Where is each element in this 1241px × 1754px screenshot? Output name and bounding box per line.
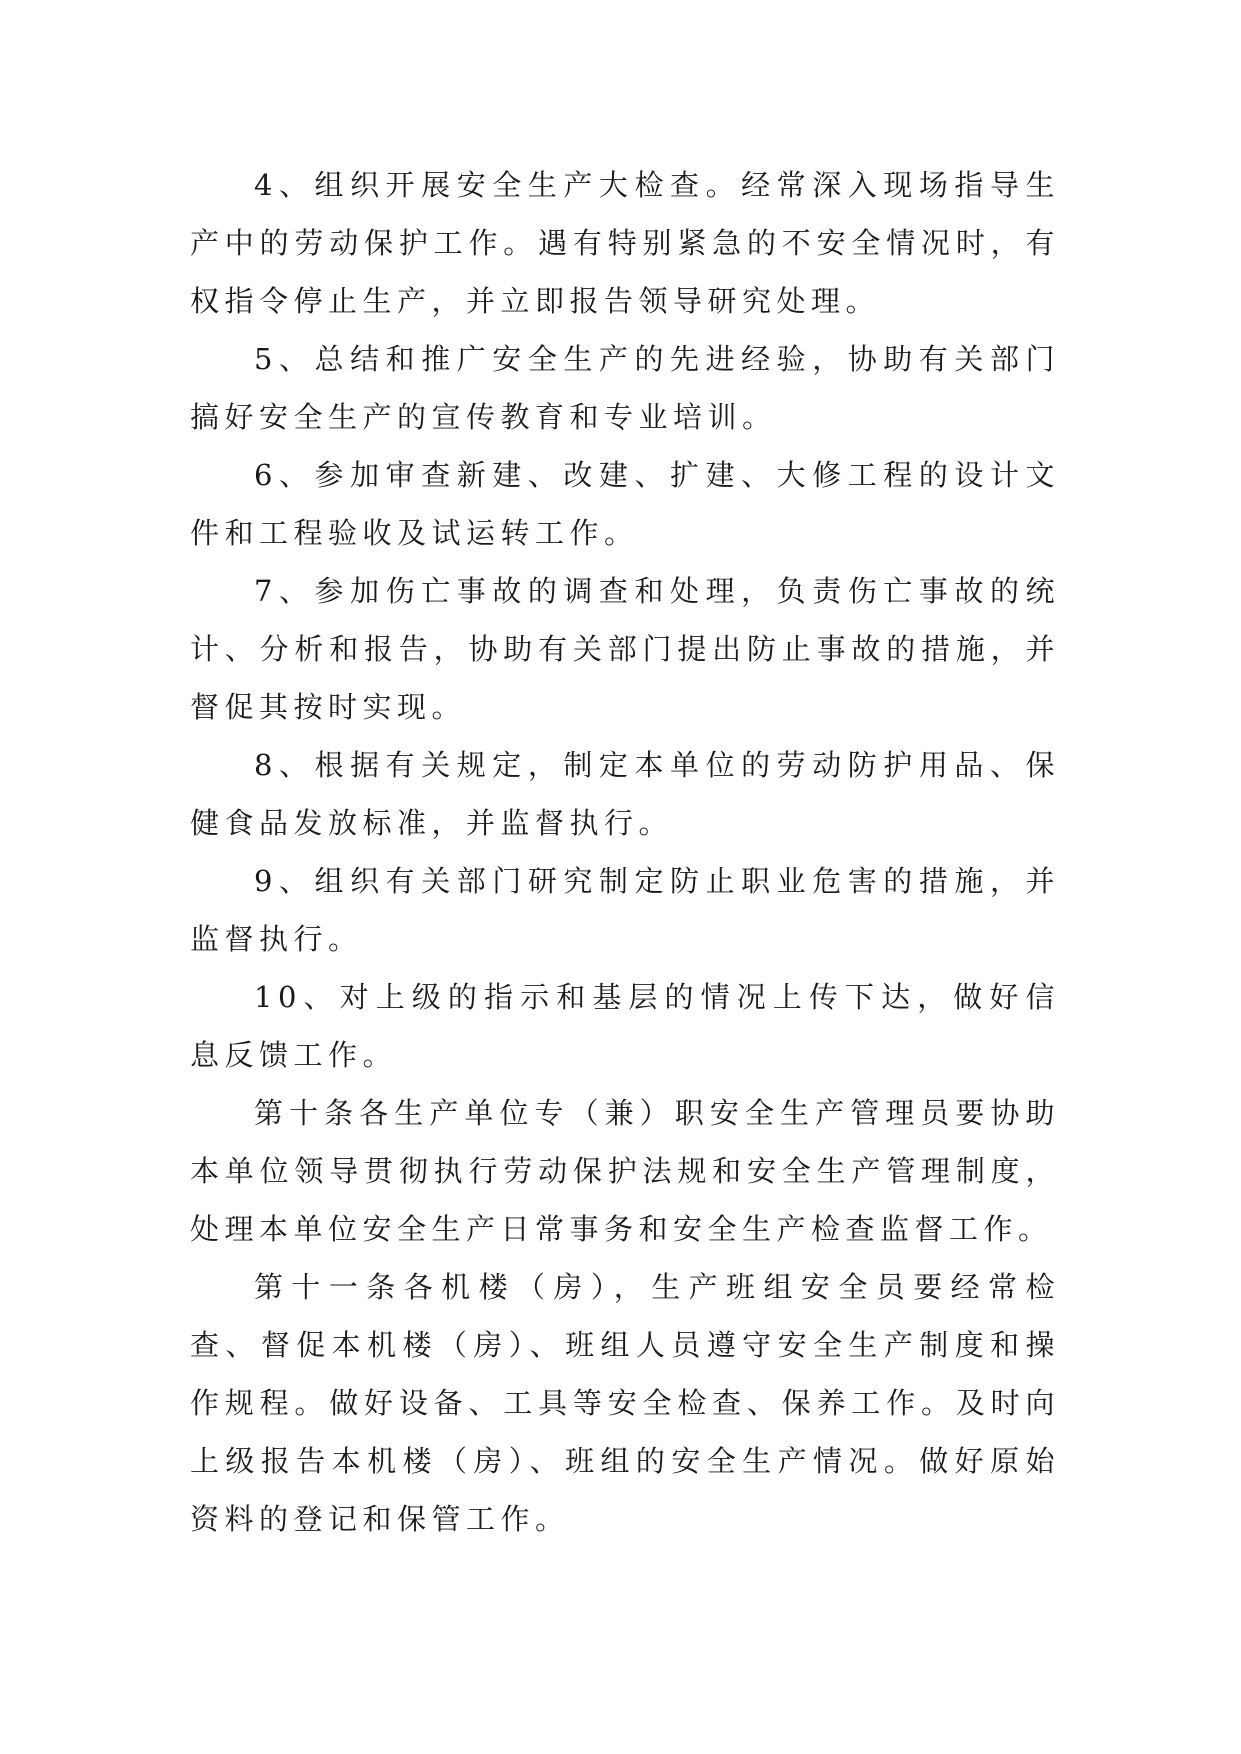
paragraph-item-5: 5、总结和推广安全生产的先进经验，协助有关部门搞好安全生产的宣传教育和专业培训。 bbox=[190, 342, 1060, 434]
paragraph-item-7: 7、参加伤亡事故的调查和处理，负责伤亡事故的统计、分析和报告，协助有关部门提出防止事故的措施，并督促其按时实现。 bbox=[190, 574, 1060, 724]
paragraph-article-11: 第十一条各机楼（房），生产班组安全员要经常检查、督促本机楼（房）、班组人员遵守安全生产制度和操作规程。做好设备、工具等安全检查、保养工作。及时向上级报告本机楼（房）、班组的安全生产情况。做好原始资料的登记和保管工作。 bbox=[190, 1270, 1060, 1536]
paragraph-item-6: 6、参加审查新建、改建、扩建、大修工程的设计文件和工程验收及试运转工作。 bbox=[190, 458, 1060, 550]
paragraph-item-4: 4、组织开展安全生产大检查。经常深入现场指导生产中的劳动保护工作。遇有特别紧急的不安全情况时，有权指令停止生产，并立即报告领导研究处理。 bbox=[190, 168, 1060, 318]
document-body bbox=[190, 156, 1060, 1548]
paragraph-article-10: 第十条各生产单位专（兼）职安全生产管理员要协助本单位领导贯彻执行劳动保护法规和安全生产管理制度，处理本单位安全生产日常事务和安全生产检查监督工作。 bbox=[190, 1096, 1060, 1246]
paragraph-item-8: 8、根据有关规定，制定本单位的劳动防护用品、保健食品发放标准，并监督执行。 bbox=[190, 748, 1060, 840]
paragraph-item-10: 10、对上级的指示和基层的情况上传下达，做好信息反馈工作。 bbox=[190, 980, 1060, 1072]
paragraph-item-9: 9、组织有关部门研究制定防止职业危害的措施，并监督执行。 bbox=[190, 864, 1060, 956]
